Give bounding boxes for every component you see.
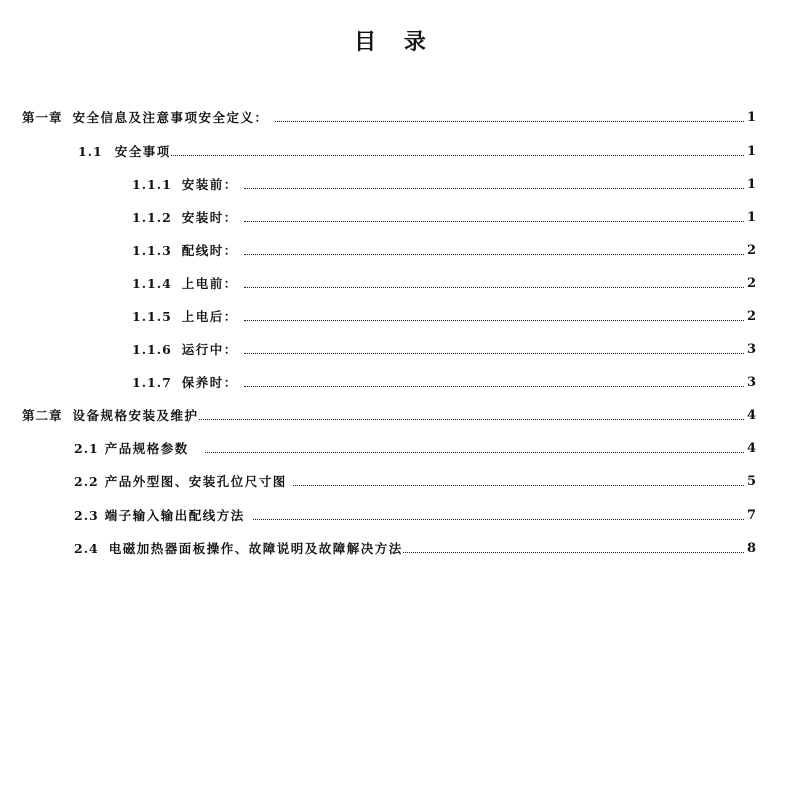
toc-entry-number: 1.1.6: [132, 342, 172, 357]
dot-leader: [244, 385, 744, 387]
toc-entry-page: 7: [746, 508, 756, 523]
toc-entry-page: 8: [746, 541, 756, 556]
toc-entry-label: 产品规格参数: [104, 441, 189, 456]
dot-leader: [199, 418, 744, 420]
toc-entry-label: 设备规格安装及维护: [72, 408, 199, 423]
toc-entry-label: 上电前：: [181, 276, 238, 291]
toc-entry-label: 配线时：: [181, 243, 238, 258]
toc-entry-1-1-7[interactable]: [132, 371, 756, 391]
dot-leader: [253, 518, 744, 520]
toc-entry-2-4[interactable]: [74, 537, 756, 557]
toc-entry-1-1-6[interactable]: [132, 338, 756, 358]
toc-entry-1-1-2[interactable]: [132, 206, 756, 226]
toc-entry-number: 2.4: [74, 541, 99, 556]
toc-entry-page: 4: [746, 408, 756, 423]
toc-entry-number: 1.1.3: [132, 243, 172, 258]
toc-entry-page: 4: [746, 441, 756, 456]
toc-entry-label: 产品外型图、安装孔位尺寸图: [104, 474, 287, 489]
toc-entry-chapter-1[interactable]: [22, 106, 756, 126]
toc-entry-label: 电磁加热器面板操作、故障说明及故障解决方法: [108, 541, 403, 556]
dot-leader: [171, 154, 744, 156]
toc-entry-label: 安装时：: [181, 210, 238, 225]
toc-entry-label: 安装前：: [181, 177, 238, 192]
toc-entry-number: 2.3: [74, 508, 99, 523]
toc-entry-2-3[interactable]: [74, 504, 756, 524]
toc-entry-number: 1.1.7: [132, 375, 172, 390]
toc-entry-page: 5: [746, 474, 756, 489]
dot-leader: [244, 220, 744, 222]
dot-leader: [244, 253, 744, 255]
toc-entry-label: 安全信息及注意事项安全定义：: [72, 110, 269, 125]
toc-entry-page: 1: [746, 110, 756, 125]
toc-entry-number: 第一章: [22, 110, 63, 125]
toc-entry-page: 3: [746, 375, 756, 390]
toc-entry-page: 1: [746, 177, 756, 192]
toc-entry-1-1-5[interactable]: [132, 305, 756, 325]
toc-entry-page: 2: [746, 309, 756, 324]
toc-entry-1-1-4[interactable]: [132, 272, 756, 292]
toc-entry-number: 1.1.1: [132, 177, 172, 192]
dot-leader: [403, 551, 744, 553]
toc-entry-label: 保养时：: [181, 375, 238, 390]
toc-entry-label: 上电后：: [181, 309, 238, 324]
toc-entry-number: 1.1.2: [132, 210, 172, 225]
toc-entry-number: 2.2: [74, 474, 99, 489]
toc-entry-page: 1: [746, 210, 756, 225]
toc-entry-label: 运行中：: [181, 342, 238, 357]
page-title: 目 录: [354, 30, 436, 55]
toc-entry-number: 1.1.5: [132, 309, 172, 324]
toc-entry-page: 2: [746, 276, 756, 291]
toc-entry-number: 2.1: [74, 441, 99, 456]
dot-leader: [244, 352, 744, 354]
dot-leader: [244, 319, 744, 321]
toc-entry-number: 第二章: [22, 408, 63, 423]
toc-entry-page: 2: [746, 243, 756, 258]
dot-leader: [205, 451, 744, 453]
dot-leader: [293, 484, 744, 486]
toc-entry-chapter-2[interactable]: [22, 404, 756, 424]
toc-entry-1-1-3[interactable]: [132, 239, 756, 259]
toc-entry-2-1[interactable]: [74, 437, 756, 457]
toc-entry-number: 1.1.4: [132, 276, 172, 291]
toc-entry-label: 端子输入输出配线方法: [104, 508, 245, 523]
toc-entry-page: 3: [746, 342, 756, 357]
toc-entry-2-2[interactable]: [74, 470, 756, 490]
toc-entry-label: 安全事项: [114, 144, 171, 159]
toc-entry-page: 1: [746, 144, 756, 159]
dot-leader: [275, 120, 744, 122]
dot-leader: [244, 187, 744, 189]
toc-entry-1-1-1[interactable]: [132, 173, 756, 193]
toc-entry-number: 1.1: [78, 144, 103, 159]
dot-leader: [244, 286, 744, 288]
toc-entry-1-1[interactable]: [78, 140, 756, 160]
